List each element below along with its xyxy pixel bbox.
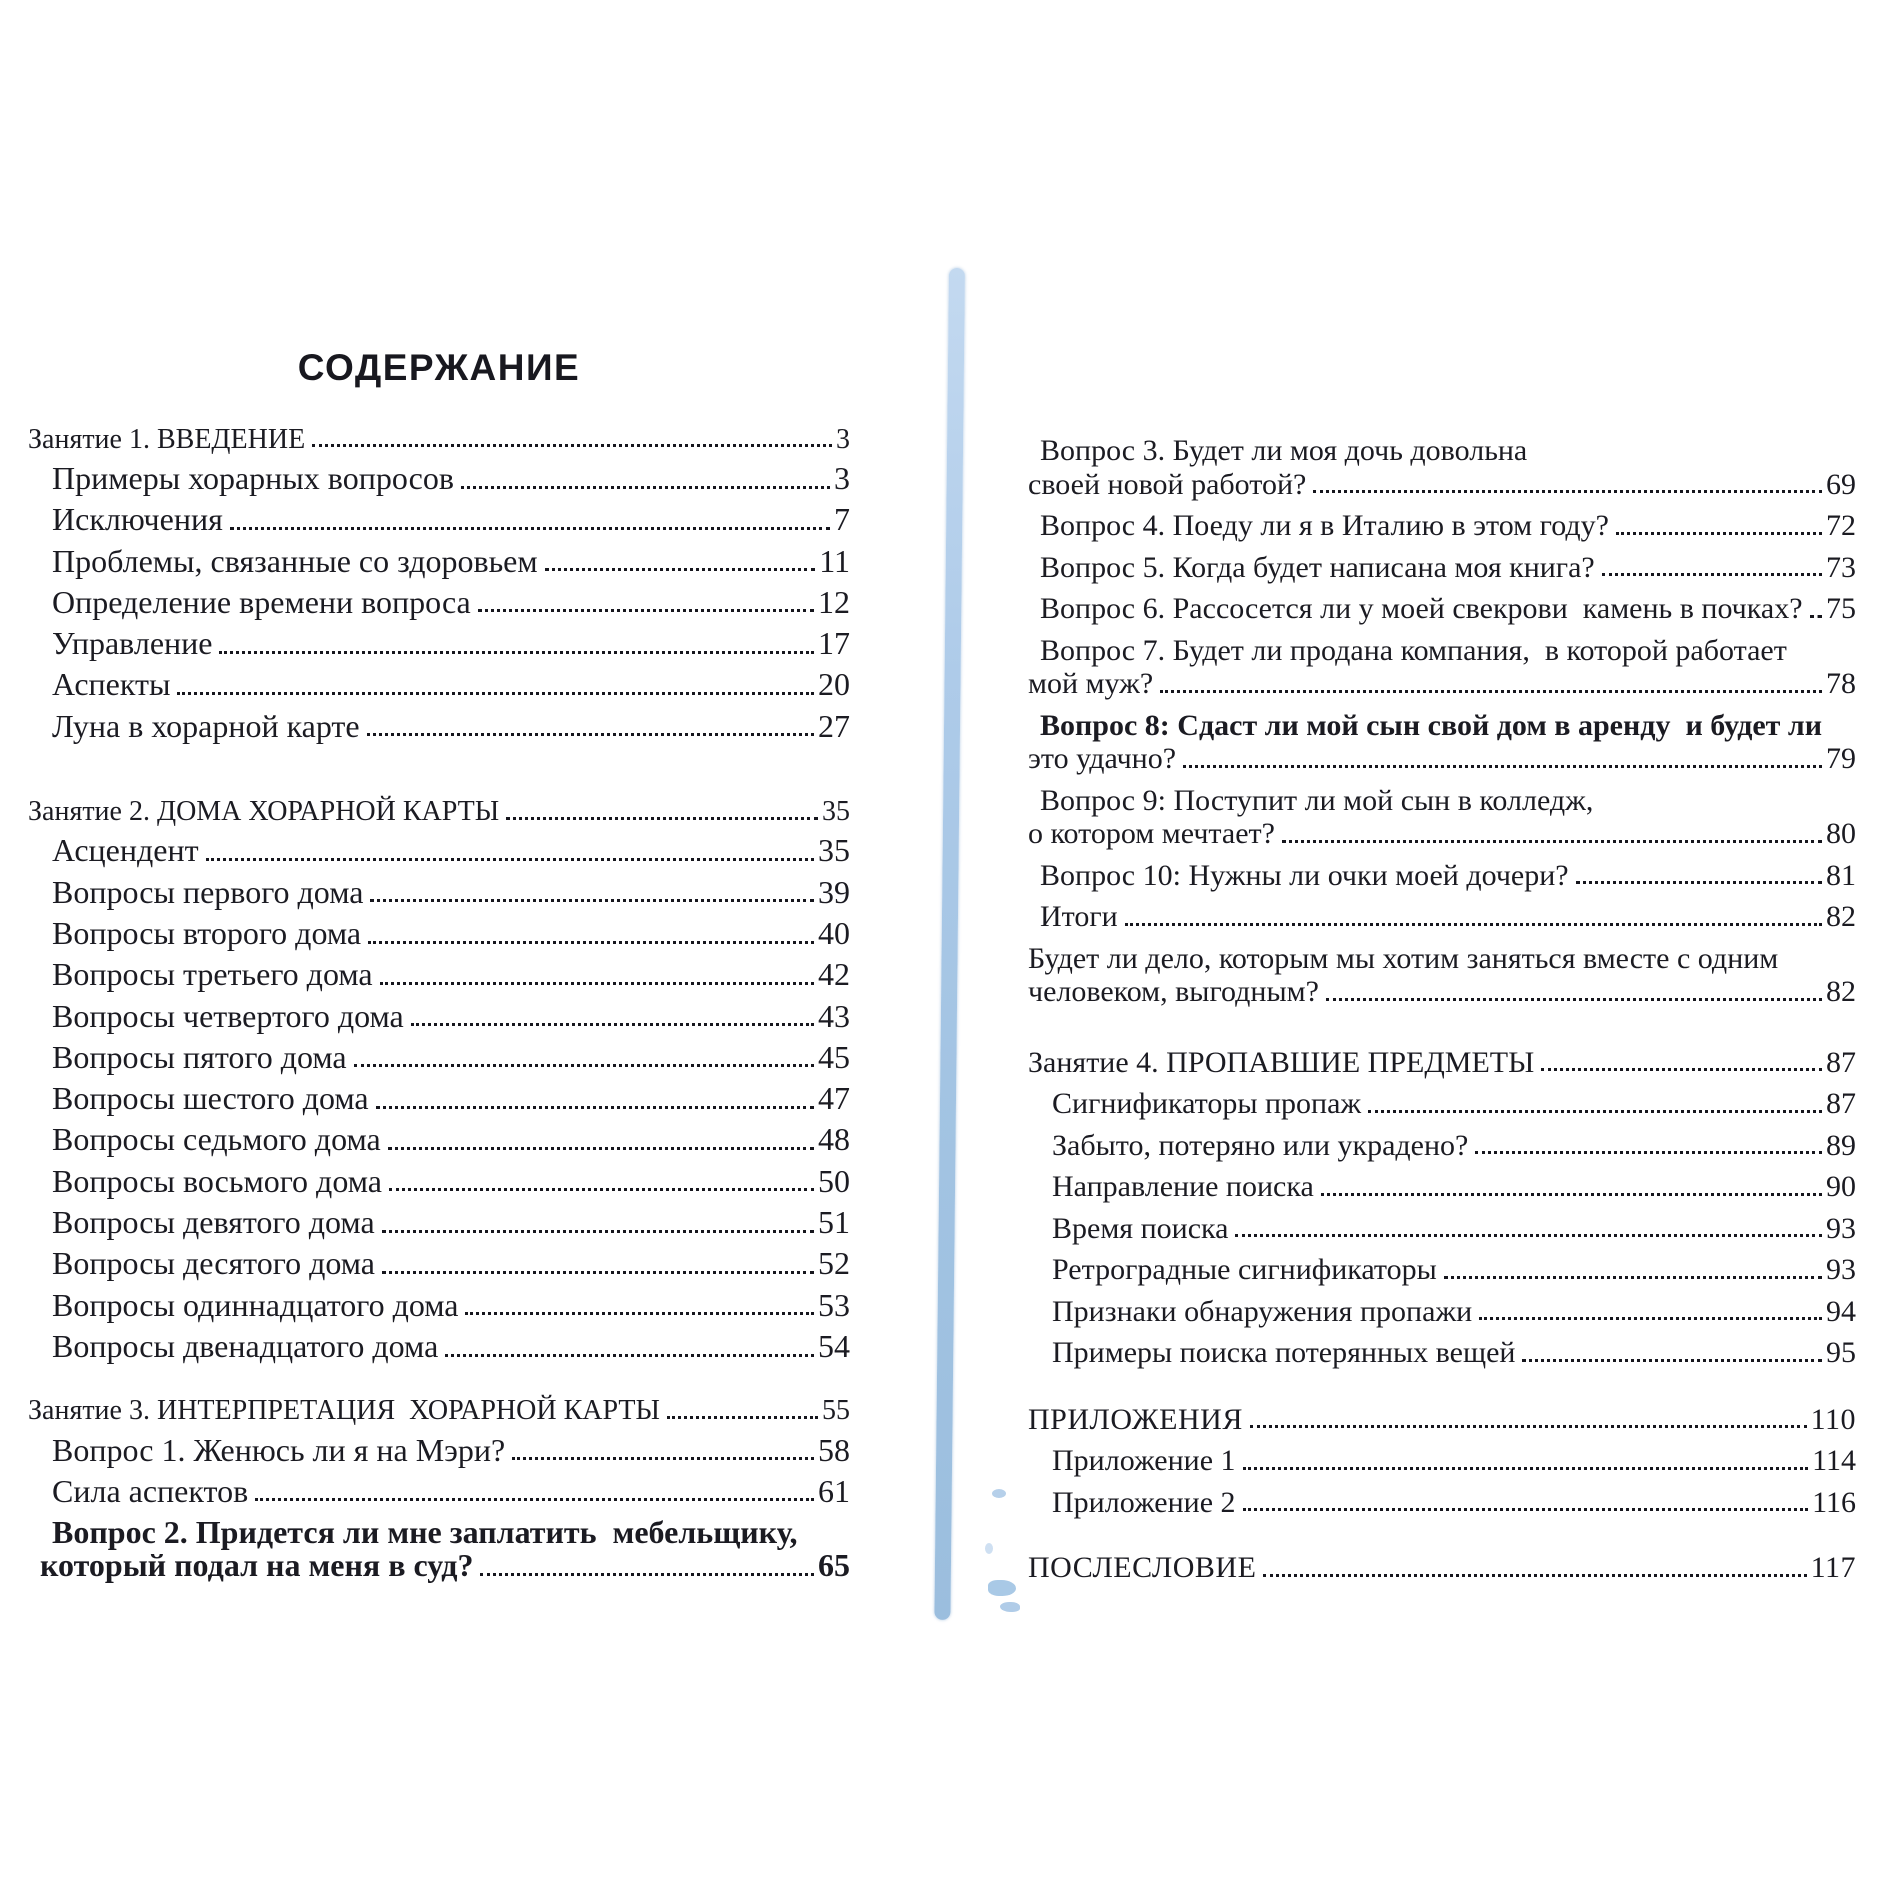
toc-page-number: 39 (818, 873, 850, 910)
toc-entry-label: Вопрос 4. Поеду ли я в Италию в этом году? (1040, 509, 1609, 542)
toc-page-number: 3 (836, 423, 850, 455)
toc-entry-label: который подал на меня в суд? (40, 1547, 474, 1584)
toc-entry-label: Время поиска (1052, 1211, 1229, 1245)
toc-row (28, 909, 850, 950)
toc-row (28, 454, 850, 495)
toc-page-number: 82 (1826, 975, 1856, 1008)
dot-leader (1160, 690, 1822, 693)
toc-entry-label: Вопросы шестого дома (52, 1080, 369, 1117)
dot-leader (382, 1230, 814, 1233)
dot-leader (382, 1271, 814, 1274)
toc-page-number: 52 (818, 1245, 850, 1282)
toc-page-number: 72 (1826, 509, 1856, 542)
book-spine-gutter (934, 268, 965, 1620)
toc-entry-label: своей новой работой? (1028, 467, 1307, 501)
toc-entry-label: Ретроградные сигнификаторы (1052, 1253, 1437, 1286)
dot-leader (411, 1023, 814, 1026)
toc-entry-label: Управление (52, 625, 213, 662)
toc-row (28, 1116, 850, 1157)
dot-leader (1282, 840, 1822, 843)
toc-page-number: 48 (818, 1121, 850, 1158)
toc-row (1028, 1286, 1856, 1328)
toc-entry-label: Вопрос 5. Когда будет написана моя книга? (1040, 550, 1595, 584)
toc-page-number: 80 (1826, 817, 1856, 850)
toc-row (28, 1322, 850, 1363)
toc-entry-label: Вопросы седьмого дома (52, 1121, 381, 1158)
toc-row (1028, 1078, 1856, 1120)
toc-entry-label: Вопрос 1. Женюсь ли я на Мэри? (52, 1431, 506, 1468)
toc-page-number: 93 (1826, 1211, 1856, 1245)
dot-leader (1125, 923, 1822, 926)
toc-page-number: 73 (1826, 550, 1856, 584)
toc-page-number: 20 (818, 666, 850, 703)
toc-page-number: 42 (818, 956, 850, 993)
toc-entry-label: Занятие 2. ДОМА ХОРАРНОЙ КАРТЫ (28, 796, 500, 828)
toc-row (1028, 1244, 1856, 1286)
toc-page-number: 116 (1812, 1485, 1856, 1519)
toc-entry-label: Занятие 3. ИНТЕРПРЕТАЦИЯ ХОРАРНОЙ КАРТЫ (28, 1395, 660, 1427)
dot-leader (219, 651, 814, 654)
dot-leader (478, 609, 814, 612)
dot-leader (545, 568, 816, 571)
toc-entry-label: Аспекты (52, 666, 171, 703)
toc-page-number: 40 (818, 914, 850, 951)
dot-leader (312, 444, 832, 447)
toc-left-page (28, 413, 850, 1583)
toc-page-number: 54 (818, 1327, 850, 1364)
dot-leader (667, 1416, 818, 1419)
dot-leader (255, 1498, 814, 1501)
toc-row (1028, 933, 1856, 975)
toc-page-number: 110 (1810, 1402, 1856, 1436)
toc-row (1028, 891, 1856, 933)
toc-page-number: 69 (1826, 467, 1856, 501)
dot-leader (1321, 1193, 1822, 1196)
toc-right-page (1028, 425, 1856, 1584)
dot-leader (230, 527, 830, 530)
toc-page-number: 55 (822, 1395, 850, 1427)
toc-entry-label: Забыто, потеряно или украдено? (1052, 1128, 1469, 1162)
toc-entry-label: Вопрос 10: Нужны ли очки моей дочери? (1040, 858, 1569, 892)
toc-row (1028, 542, 1856, 584)
toc-entry-label: это удачно? (1028, 742, 1177, 775)
toc-page-number: 93 (1826, 1253, 1856, 1286)
toc-row (28, 1033, 850, 1074)
ink-smudge (985, 1543, 993, 1554)
dot-leader (1475, 1151, 1822, 1154)
toc-page-number: 95 (1826, 1336, 1856, 1369)
toc-row (28, 1074, 850, 1115)
toc-entry-label: о котором мечтает? (1028, 817, 1275, 850)
toc-row (28, 578, 850, 619)
toc-entry-label: Вопросы десятого дома (52, 1245, 375, 1282)
dot-leader (465, 1312, 814, 1315)
dot-leader (389, 1188, 814, 1191)
toc-entry-label: человеком, выгодным? (1028, 975, 1319, 1008)
toc-page-number: 35 (818, 832, 850, 869)
dot-leader (1243, 1467, 1809, 1470)
dot-leader (445, 1354, 814, 1357)
toc-row (28, 661, 850, 702)
toc-page-number: 58 (818, 1431, 850, 1468)
toc-page-number: 75 (1826, 592, 1856, 625)
toc-entry-label: Асцендент (52, 832, 199, 869)
toc-entry-label: Занятие 4. ПРОПАВШИЕ ПРЕДМЕТЫ (1028, 1045, 1535, 1079)
dot-leader (177, 692, 814, 695)
toc-entry-label: Вопросы первого дома (52, 873, 364, 910)
toc-row (28, 1385, 850, 1426)
toc-entry-label: Сила аспектов (52, 1472, 249, 1509)
dot-leader (1263, 1574, 1806, 1577)
dot-leader (1243, 1508, 1809, 1511)
toc-entry-label: Определение времени вопроса (52, 583, 471, 620)
toc-page-number: 117 (1810, 1551, 1856, 1584)
toc-entry-label: Исключения (52, 501, 223, 538)
dot-leader (376, 1106, 814, 1109)
dot-leader (367, 733, 814, 736)
toc-entry-label: ПРИЛОЖЕНИЯ (1028, 1402, 1243, 1436)
toc-row (28, 827, 850, 868)
toc-row (28, 496, 850, 537)
dot-leader (368, 941, 814, 944)
toc-row (1028, 1477, 1856, 1519)
toc-entry-label: Сигнификаторы пропаж (1052, 1087, 1362, 1120)
toc-entry-label: Вопросы пятого дома (52, 1038, 347, 1075)
dot-leader (1522, 1359, 1822, 1362)
dot-leader (206, 858, 814, 861)
toc-row (28, 1281, 850, 1322)
toc-entry-label: Приложение 1 (1052, 1444, 1236, 1477)
dot-leader (1250, 1425, 1807, 1428)
toc-entry-label: Вопрос 2. Придется ли мне заплатить мебельщику, (52, 1514, 798, 1551)
toc-entry-label: Вопросы двенадцатого дома (52, 1327, 439, 1364)
toc-entry-label: Вопрос 9: Поступит ли мой сын в колледж, (1040, 783, 1594, 817)
dot-leader (1183, 765, 1822, 768)
toc-page-number: 50 (818, 1162, 850, 1199)
toc-page-number: 61 (818, 1472, 850, 1509)
toc-entry-label: Вопрос 3. Будет ли моя дочь довольна (1040, 434, 1528, 467)
dot-leader (1368, 1110, 1822, 1113)
toc-page-number: 78 (1826, 667, 1856, 700)
toc-entry-label: Вопросы второго дома (52, 914, 362, 951)
dot-leader (480, 1573, 814, 1576)
toc-row (1028, 1037, 1856, 1079)
toc-entry-label: Направление поиска (1052, 1170, 1314, 1203)
toc-page-number: 7 (834, 501, 850, 538)
page-title: СОДЕРЖАНИЕ (297, 346, 581, 388)
toc-entry-label: Вопросы восьмого дома (52, 1162, 382, 1199)
toc-entry-label: Вопросы четвертого дома (52, 997, 404, 1034)
toc-page-number: 11 (819, 542, 850, 579)
toc-page-number: 89 (1826, 1128, 1856, 1162)
toc-row (1028, 850, 1856, 892)
toc-row (1028, 1203, 1856, 1245)
dot-leader (1602, 573, 1822, 576)
toc-page-number: 53 (818, 1286, 850, 1323)
toc-row (1028, 625, 1856, 667)
toc-row (28, 702, 850, 743)
dot-leader (1313, 490, 1822, 493)
toc-page-number: 94 (1826, 1294, 1856, 1328)
toc-row (1028, 700, 1856, 742)
toc-entry-label: Вопрос 8: Сдаст ли мой сын свой дом в аренду и будет ли (1040, 708, 1823, 742)
toc-page-number: 47 (818, 1080, 850, 1117)
toc-entry-label: Вопросы одиннадцатого дома (52, 1286, 459, 1323)
toc-row (1028, 500, 1856, 542)
dot-leader (1541, 1068, 1822, 1071)
toc-page-number: 12 (818, 583, 850, 620)
toc-row (1028, 1394, 1856, 1436)
toc-page-number: 90 (1826, 1170, 1856, 1203)
toc-entry-label: мой муж? (1028, 667, 1154, 700)
toc-row (1028, 1542, 1856, 1584)
dot-leader (388, 1147, 814, 1150)
toc-entry-label: Занятие 1. ВВЕДЕНИЕ (28, 423, 306, 455)
toc-entry-label: Будет ли дело, которым мы хотим заняться вместе с одним (1028, 941, 1779, 975)
dot-leader (506, 817, 818, 820)
toc-row (28, 1157, 850, 1198)
toc-row (28, 1240, 850, 1281)
dot-leader (354, 1064, 814, 1067)
toc-row (28, 1198, 850, 1239)
toc-entry-label: Проблемы, связанные со здоровьем (52, 542, 538, 579)
toc-page-number: 3 (834, 460, 850, 496)
toc-page-number: 65 (818, 1547, 850, 1584)
toc-entry-label: Вопрос 6. Рассосется ли у моей свекрови камень в почках? (1040, 592, 1803, 625)
toc-entry-label: Вопросы девятого дома (52, 1204, 375, 1241)
dot-leader (1576, 881, 1822, 884)
toc-page-number: 51 (818, 1204, 850, 1241)
toc-entry-label: Итоги (1040, 900, 1118, 933)
toc-page-number: 82 (1826, 900, 1856, 933)
toc-page-number: 45 (818, 1038, 850, 1075)
toc-row (28, 1508, 850, 1549)
toc-row (1028, 1435, 1856, 1477)
toc-page-number: 87 (1826, 1045, 1856, 1079)
toc-entry-label: Примеры хорарных вопросов (52, 460, 454, 496)
dot-leader (1616, 532, 1822, 535)
toc-page-number: 87 (1826, 1087, 1856, 1120)
toc-entry-label: Вопросы третьего дома (52, 956, 373, 993)
toc-page-number: 35 (822, 796, 850, 828)
dot-leader (1810, 615, 1822, 618)
dot-leader (461, 486, 830, 489)
toc-row (28, 413, 850, 454)
toc-page-number: 17 (818, 625, 850, 662)
toc-page-number: 81 (1826, 858, 1856, 892)
toc-row (28, 1467, 850, 1508)
toc-entry-label: Вопрос 7. Будет ли продана компания, в которой работает (1040, 633, 1787, 667)
ink-smudge (988, 1580, 1016, 1596)
toc-row (28, 951, 850, 992)
toc-row (1028, 1120, 1856, 1162)
toc-page-number: 79 (1826, 742, 1856, 775)
toc-entry-label: Признаки обнаружения пропажи (1052, 1294, 1473, 1328)
dot-leader (512, 1457, 814, 1460)
dot-leader (1326, 998, 1822, 1001)
toc-entry-label: Приложение 2 (1052, 1485, 1236, 1519)
toc-row (28, 992, 850, 1033)
dot-leader (1479, 1317, 1822, 1320)
ink-smudge (1000, 1602, 1020, 1612)
toc-row (28, 619, 850, 660)
toc-row (1028, 583, 1856, 625)
toc-row (1028, 1161, 1856, 1203)
toc-entry-label: ПОСЛЕСЛОВИЕ (1028, 1551, 1257, 1584)
toc-page-number: 43 (818, 997, 850, 1034)
dot-leader (1444, 1276, 1822, 1279)
ink-smudge (992, 1489, 1006, 1498)
toc-entry-label: Примеры поиска потерянных вещей (1052, 1336, 1516, 1369)
dot-leader (380, 982, 814, 985)
toc-page-number: 27 (818, 707, 850, 744)
toc-row (28, 785, 850, 826)
toc-row (28, 1426, 850, 1467)
dot-leader (1235, 1234, 1822, 1237)
toc-row (28, 537, 850, 578)
toc-entry-label: Луна в хорарной карте (52, 707, 360, 744)
toc-row (28, 868, 850, 909)
toc-page-number: 114 (1812, 1444, 1856, 1477)
toc-row (1028, 1327, 1856, 1369)
dot-leader (370, 899, 814, 902)
